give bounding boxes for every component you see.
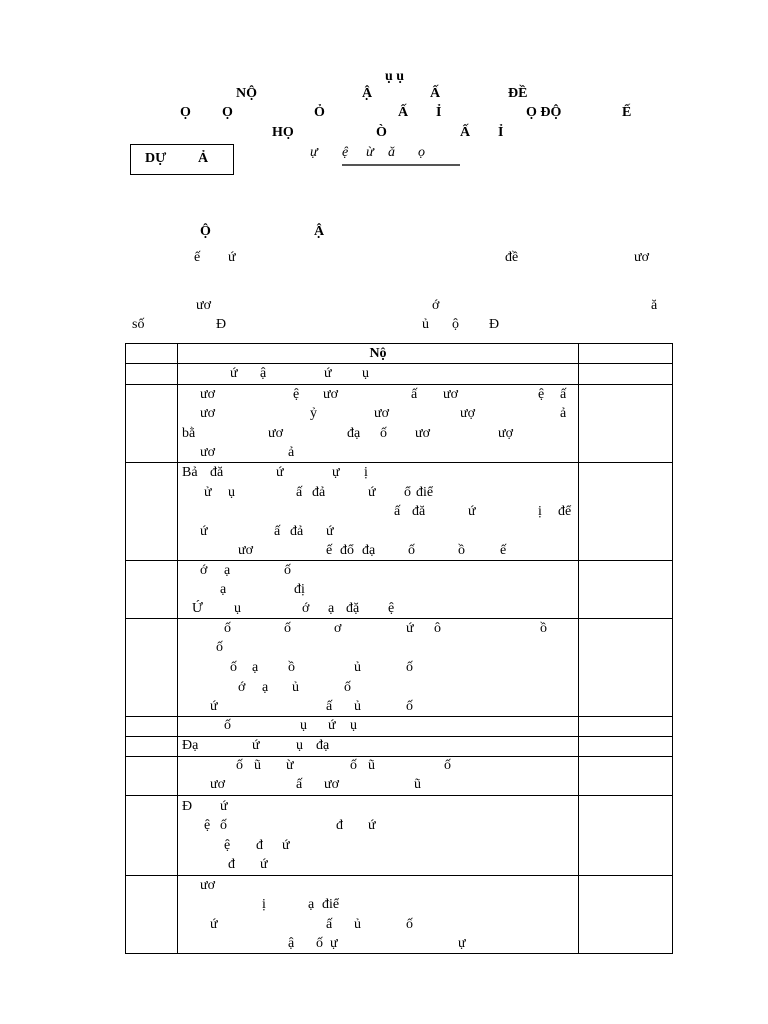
cell-text: ũ [414, 777, 421, 792]
cell-text: ố [408, 543, 415, 558]
cell-text: ấ [326, 699, 333, 714]
header-l2-w1: Ậ [362, 86, 373, 101]
cell-text: ự [332, 465, 340, 480]
para1-w3: ươ [634, 250, 649, 265]
cell-text: ứ [230, 366, 238, 381]
table-header-row [126, 344, 673, 364]
para3-w3: ộ [452, 317, 459, 332]
cell-text: ượ [460, 406, 475, 421]
cell-text: ủ [354, 699, 361, 714]
cell-text: đ [256, 838, 263, 853]
cell-text: ớ [200, 563, 208, 578]
cell-text: Bả [182, 465, 198, 480]
cell-text: ế [326, 543, 333, 558]
table-row [126, 737, 673, 757]
cell-text: ỷ [310, 406, 317, 421]
cell-text: ươ [238, 543, 253, 558]
cell-text: ụ [228, 485, 235, 500]
section-heading-w0: Ộ [200, 224, 211, 239]
cell-text: ị [538, 504, 542, 519]
subtitle-underline [342, 164, 460, 166]
row-content-cell [178, 876, 579, 954]
para1-w0: ế [194, 250, 201, 265]
cell-text: ứ [282, 838, 290, 853]
cell-text: ệ [293, 387, 300, 402]
draft-label-w0: DỰ [145, 151, 167, 166]
cell-text: ứ [276, 465, 284, 480]
para3-w4: Đ [489, 317, 500, 332]
cell-text: ứ [324, 366, 332, 381]
cell-text: ạ [328, 601, 335, 616]
cell-text: ươ [415, 426, 430, 441]
cell-text: ụ [300, 718, 307, 733]
subtitle-w4: ọ [418, 145, 425, 160]
header-l3-w5: Ọ ĐỘ [526, 105, 562, 120]
cell-text: ươ [443, 387, 458, 402]
subtitle-w3: ă [388, 145, 395, 160]
cell-text: Đạ [182, 738, 199, 753]
cell-text: ố [220, 818, 227, 833]
header-l4-w0: HỌ [272, 125, 294, 140]
cell-text: ứ [406, 621, 414, 636]
row-content-cell [178, 717, 579, 737]
table-row [126, 757, 673, 796]
para1-w2: đề [505, 250, 519, 265]
cell-text: ạ [252, 660, 259, 675]
cell-text: ị [262, 897, 266, 912]
cell-text: ụ [362, 366, 369, 381]
header-l2-w3: ĐỀ [508, 86, 528, 101]
row-note-cell [579, 876, 673, 954]
row-index-cell [126, 796, 178, 876]
cell-text: ự [330, 936, 338, 951]
para2-w1: ớ [432, 298, 440, 313]
cell-text: ứ [210, 917, 218, 932]
cell-text: ớ [302, 601, 310, 616]
cell-text: ạ [224, 563, 231, 578]
cell-text: ệ [538, 387, 545, 402]
cell-text: ươ [200, 387, 215, 402]
header-l3-w4: Ỉ [436, 105, 442, 120]
row-note-cell [579, 619, 673, 717]
cell-text: ố [284, 621, 291, 636]
cell-text: ượ [498, 426, 513, 441]
row-note-cell [579, 364, 673, 385]
table-row [126, 876, 673, 954]
cell-text: ươ [268, 426, 283, 441]
row-note-cell [579, 463, 673, 561]
para3-w2: ủ [422, 317, 429, 332]
row-index-cell [126, 364, 178, 385]
cell-text: ươ [323, 387, 338, 402]
cell-text: ậ [288, 936, 295, 951]
header-cell-index [126, 344, 178, 364]
cell-text: ấ [411, 387, 418, 402]
row-note-cell [579, 717, 673, 737]
cell-text: ụ [234, 601, 241, 616]
cell-text: ệ [204, 818, 211, 833]
cell-text: ổ [404, 485, 411, 500]
header-cell-note [579, 344, 673, 364]
row-index-cell [126, 561, 178, 619]
cell-text: đạ [347, 426, 361, 441]
cell-text: ạ [308, 897, 315, 912]
cell-text: ứ [326, 524, 334, 539]
cell-text: ươ [200, 445, 215, 460]
cell-text: ấ [326, 917, 333, 932]
row-index-cell [126, 737, 178, 757]
table-row [126, 561, 673, 619]
row-index-cell [126, 463, 178, 561]
cell-text: ủ [354, 917, 361, 932]
cell-text: ố [406, 699, 413, 714]
cell-text: ớ [238, 680, 246, 695]
row-note-cell [579, 385, 673, 463]
cell-text: đă [412, 504, 426, 519]
row-note-cell [579, 796, 673, 876]
cell-text: ậ [260, 366, 267, 381]
cell-text: ươ [200, 406, 215, 421]
row-content-cell [178, 796, 579, 876]
cell-text: ồ [540, 621, 547, 636]
cell-text: ấ [274, 524, 281, 539]
cell-text: để [558, 504, 572, 519]
header-l3-w3: Ấ [398, 105, 409, 120]
cell-text: bằ [182, 426, 196, 441]
row-index-cell [126, 876, 178, 954]
cell-text: ồ [288, 660, 295, 675]
cell-text: ạ [220, 582, 227, 597]
cell-text: ố [216, 640, 223, 655]
cell-text: ố [444, 758, 451, 773]
cell-text: ử [204, 485, 212, 500]
cell-text: ứ [468, 504, 476, 519]
section-heading-w1: Ậ [314, 224, 325, 239]
cell-text: ả [560, 406, 567, 421]
cell-text: ủ [354, 660, 361, 675]
cell-text: đặ [346, 601, 360, 616]
cell-text: ươ [374, 406, 389, 421]
row-content-cell [178, 757, 579, 796]
cell-text: ấ [296, 777, 303, 792]
para2-w2: ă [651, 298, 658, 313]
cell-text: ố [406, 660, 413, 675]
cell-text: ố [406, 917, 413, 932]
cell-text: ế [500, 543, 507, 558]
cell-text: ủ [292, 680, 299, 695]
cell-text: ấ [560, 387, 567, 402]
cell-text: ứ [368, 818, 376, 833]
para1-w1: ứ [228, 250, 236, 265]
cell-text: ừ [286, 758, 294, 773]
cell-text: ố [236, 758, 243, 773]
cell-text: ơ [334, 621, 342, 636]
row-content-cell [178, 463, 579, 561]
header-l4-w3: Ỉ [498, 125, 504, 140]
header-l3-w1: Ọ [222, 105, 233, 120]
cell-text: ứ [252, 738, 260, 753]
cell-text: ố [316, 936, 323, 951]
cell-text: ươ [210, 777, 225, 792]
row-note-cell [579, 737, 673, 757]
header-l3-w2: Ỏ [314, 105, 325, 120]
cell-text: ụ [350, 718, 357, 733]
row-note-cell [579, 561, 673, 619]
cell-text: đ [228, 857, 235, 872]
cell-text: ấ [394, 504, 401, 519]
header-l3-w0: Ọ [180, 105, 191, 120]
cell-text: Đ [182, 799, 193, 814]
header-cell-content: Nộ [178, 344, 579, 364]
table-row [126, 796, 673, 876]
row-content-cell [178, 737, 579, 757]
table-row [126, 619, 673, 717]
header-l3-w6: Ế [622, 105, 632, 120]
cell-text: ố [284, 563, 291, 578]
cell-text: ứ [260, 857, 268, 872]
table-row [126, 364, 673, 385]
table-row [126, 385, 673, 463]
draft-label-w1: Ả [198, 151, 209, 166]
subtitle-w2: ừ [366, 145, 374, 160]
row-content-cell [178, 561, 579, 619]
cell-text: ự [458, 936, 466, 951]
cell-text: ụ [296, 738, 303, 753]
cell-text: ũ [368, 758, 375, 773]
header-l2-w2: Ấ [430, 86, 441, 101]
header-line-1-text: ụ ụ [385, 69, 405, 84]
row-index-cell [126, 717, 178, 737]
content-table [125, 343, 673, 954]
cell-text: đổ [340, 543, 354, 558]
cell-text: ố [344, 680, 351, 695]
cell-text: điể [322, 897, 340, 912]
cell-text: đạ [316, 738, 330, 753]
cell-text: ươ [200, 878, 215, 893]
cell-text: đ [336, 818, 343, 833]
cell-text: ệ [224, 838, 231, 853]
cell-text: ị [364, 465, 368, 480]
table-row [126, 717, 673, 737]
cell-text: ấ [296, 485, 303, 500]
cell-text: đả [312, 485, 326, 500]
cell-text: ũ [254, 758, 261, 773]
cell-text: ứ [200, 524, 208, 539]
row-index-cell [126, 385, 178, 463]
row-index-cell [126, 619, 178, 717]
row-note-cell [579, 757, 673, 796]
row-content-cell [178, 385, 579, 463]
para3-w0: số [132, 317, 145, 332]
cell-text: ố [230, 660, 237, 675]
cell-text: ứ [220, 799, 228, 814]
cell-text: ô [434, 621, 441, 636]
row-content-cell [178, 619, 579, 717]
para3-w1: Đ [216, 317, 227, 332]
header-l4-w2: Ấ [460, 125, 471, 140]
cell-text: ố [224, 718, 231, 733]
cell-text: ạ [262, 680, 269, 695]
cell-text: ươ [324, 777, 339, 792]
subtitle-w0: ự [310, 145, 318, 160]
cell-text: đă [210, 465, 224, 480]
cell-text: ả [288, 445, 295, 460]
cell-text: ố [224, 621, 231, 636]
row-index-cell [126, 757, 178, 796]
subtitle-w1: ệ [342, 145, 349, 160]
header-l4-w1: Ò [376, 125, 387, 140]
cell-text: đạ [362, 543, 376, 558]
table-row [126, 463, 673, 561]
para2-w0: ươ [196, 298, 211, 313]
cell-text: ứ [328, 718, 336, 733]
cell-text: đị [294, 582, 305, 597]
cell-text: ứ [210, 699, 218, 714]
cell-text: ệ [388, 601, 395, 616]
header-l2-w0: NỘ [236, 86, 257, 101]
cell-text: ố [380, 426, 387, 441]
cell-text: Ứ [192, 601, 203, 616]
cell-text: ố [350, 758, 357, 773]
cell-text: điể [416, 485, 434, 500]
row-content-cell [178, 364, 579, 385]
cell-text: ồ [458, 543, 465, 558]
cell-text: ứ [368, 485, 376, 500]
cell-text: đả [290, 524, 304, 539]
